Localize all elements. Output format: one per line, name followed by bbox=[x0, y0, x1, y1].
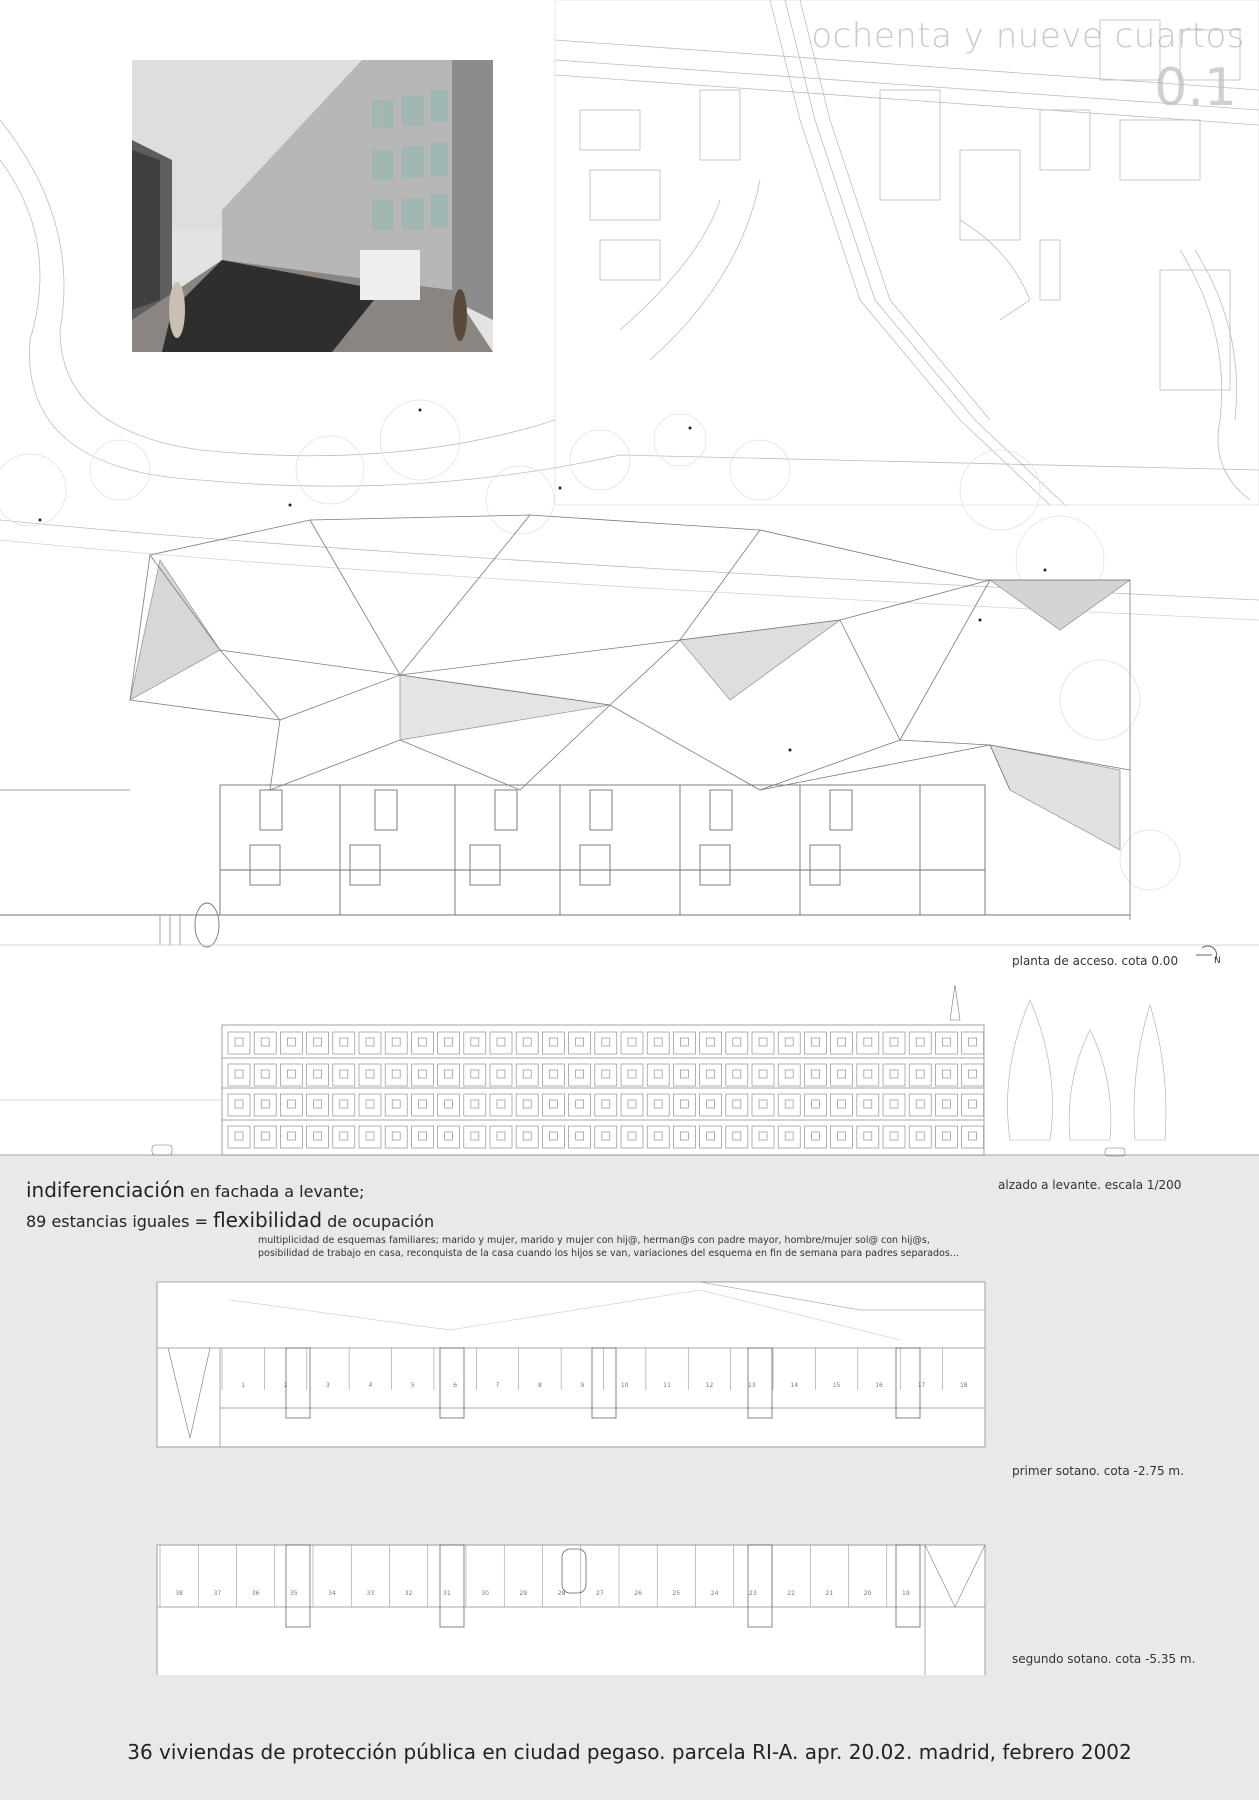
parking-stall-label: 35 bbox=[290, 1590, 298, 1597]
parking-stall-label: 22 bbox=[787, 1590, 795, 1597]
parking-stall-label: 21 bbox=[825, 1590, 834, 1597]
access-plan-caption: planta de acceso. cota 0.00 bbox=[1012, 954, 1179, 968]
parking-stall-label: 10 bbox=[620, 1382, 629, 1389]
headline-rest-2: de ocupación bbox=[327, 1212, 435, 1231]
parking-stall-label: 34 bbox=[328, 1590, 336, 1597]
parking-stall-label: 4 bbox=[368, 1382, 373, 1389]
parking-stall-label: 19 bbox=[902, 1590, 910, 1597]
parking-stall-label: 3 bbox=[326, 1382, 330, 1389]
parking-stall-label: 20 bbox=[863, 1590, 872, 1597]
parking-stall-label: 17 bbox=[917, 1382, 926, 1389]
parking-stall-label: 16 bbox=[875, 1382, 883, 1389]
north-label: N bbox=[1214, 956, 1221, 966]
parking-stall-label: 36 bbox=[251, 1590, 260, 1597]
project-title: ochenta y nueve cuartos bbox=[811, 16, 1245, 56]
parking-stall-label: 5 bbox=[410, 1382, 415, 1389]
parking-stall-label: 32 bbox=[404, 1590, 413, 1597]
headline-strong-2: flexibilidad bbox=[213, 1208, 323, 1232]
parking-stall-label: 24 bbox=[710, 1590, 719, 1597]
description-line-1: multiplicidad de esquemas familiares; marido y mujer, marido y mujer con hij@, herman@s con padre mayor, hombre/mujer sol@ con hij@s, bbox=[258, 1235, 930, 1246]
parking-stall-label: 25 bbox=[672, 1590, 681, 1597]
parking-stall-label: 18 bbox=[959, 1382, 968, 1389]
headline-pre-2: 89 estancias iguales = bbox=[26, 1212, 208, 1231]
parking-stall-label: 15 bbox=[832, 1382, 841, 1389]
elevation-caption: alzado a levante. escala 1/200 bbox=[998, 1178, 1182, 1192]
parking-stall-label: 6 bbox=[453, 1382, 458, 1389]
parking-stall-label: 29 bbox=[519, 1590, 528, 1597]
parking-stall-label: 9 bbox=[580, 1382, 585, 1389]
parking-stall-label: 23 bbox=[749, 1590, 757, 1597]
first-basement-caption: primer sotano. cota -2.75 m. bbox=[1012, 1464, 1184, 1478]
first-basement-plan bbox=[0, 1270, 1259, 1490]
east-elevation-drawing bbox=[0, 980, 1259, 1170]
sheet-number: 0.1 bbox=[1154, 58, 1237, 118]
parking-stall-label: 8 bbox=[538, 1382, 542, 1389]
headline-rest-1: en fachada a levante; bbox=[189, 1182, 365, 1201]
headline-strong-1: indiferenciación bbox=[26, 1178, 185, 1202]
parking-stall-label: 31 bbox=[443, 1590, 451, 1597]
parking-stall-label: 13 bbox=[748, 1382, 756, 1389]
parking-stall-label: 7 bbox=[495, 1382, 500, 1389]
description-line-2: posibilidad de trabajo en casa, reconquista de la casa cuando los hijos se van, variaciones del esquema en fin de semana para padres separados... bbox=[258, 1248, 959, 1259]
headline bbox=[26, 1176, 434, 1236]
footer-title: 36 viviendas de protección pública en ciudad pegaso. parcela RI-A. apr. 20.02. madrid, febrero 2002 bbox=[127, 1740, 1132, 1764]
parking-stall-label: 26 bbox=[634, 1590, 642, 1597]
parking-stall-label: 2 bbox=[283, 1382, 288, 1389]
parking-stall-label: 27 bbox=[596, 1590, 604, 1597]
parking-stall-label: 33 bbox=[366, 1590, 375, 1597]
parking-stall-label: 12 bbox=[705, 1382, 714, 1389]
parking-stall-label: 30 bbox=[481, 1590, 489, 1597]
parking-stall-label: 38 bbox=[175, 1590, 183, 1597]
parking-stall-label: 37 bbox=[213, 1590, 222, 1597]
parking-stall-label: 28 bbox=[557, 1590, 566, 1597]
description-paragraph bbox=[258, 1234, 1118, 1260]
second-basement-caption: segundo sotano. cota -5.35 m. bbox=[1012, 1652, 1196, 1666]
parking-stall-label: 14 bbox=[790, 1382, 799, 1389]
parking-stall-label: 1 bbox=[241, 1382, 246, 1389]
parking-stall-label: 11 bbox=[663, 1382, 671, 1389]
